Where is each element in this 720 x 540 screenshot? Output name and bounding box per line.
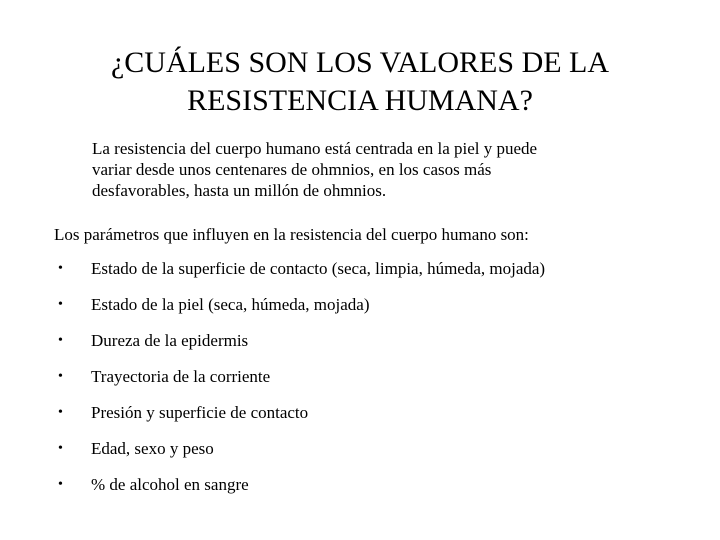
list-item-text: % de alcohol en sangre — [91, 475, 249, 494]
list-item — [54, 294, 545, 330]
bullet-icon: • — [58, 369, 63, 384]
lead-sentence: Los parámetros que influyen en la resistencia del cuerpo humano son: — [54, 225, 529, 244]
list-item — [54, 258, 545, 294]
parameter-list — [54, 258, 545, 510]
intro-line: variar desde unos centenares de ohmnios, en los casos más — [92, 160, 492, 179]
bullet-icon: • — [58, 441, 63, 456]
list-item-text: Trayectoria de la corriente — [91, 367, 271, 386]
list-item-text: Presión y superficie de contacto — [91, 403, 309, 422]
intro-paragraph — [92, 138, 652, 201]
list-item — [54, 366, 545, 402]
list-item-text: Edad, sexo y peso — [91, 439, 214, 458]
slide-title-line: RESISTENCIA HUMANA? — [187, 84, 533, 117]
list-item-text: Estado de la superficie de contacto (seca, limpia, húmeda, mojada) — [91, 259, 546, 278]
list-item — [54, 330, 545, 366]
bullet-icon: • — [58, 405, 63, 420]
bullet-icon: • — [58, 333, 63, 348]
list-item-text: Dureza de la epidermis — [91, 331, 249, 350]
list-item — [54, 438, 545, 474]
slide-title-line: ¿CUÁLES SON LOS VALORES DE LA — [110, 46, 610, 79]
slide-title — [60, 44, 660, 120]
bullet-icon: • — [58, 477, 63, 492]
bullet-icon: • — [58, 297, 63, 312]
bullet-icon: • — [58, 261, 63, 276]
list-item — [54, 402, 545, 438]
intro-line: desfavorables, hasta un millón de ohmnios. — [92, 181, 387, 200]
list-item — [54, 474, 545, 510]
intro-line: La resistencia del cuerpo humano está centrada en la piel y puede — [92, 139, 538, 158]
list-item-text: Estado de la piel (seca, húmeda, mojada) — [91, 295, 370, 314]
